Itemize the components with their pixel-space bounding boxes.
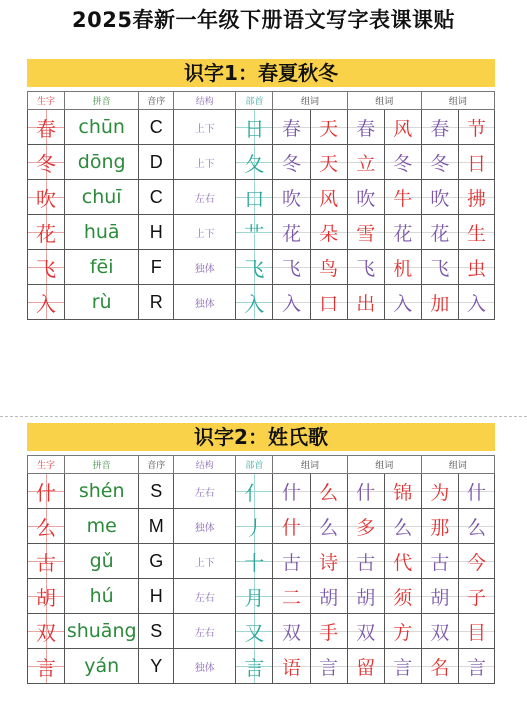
hanzi-table [27,91,495,320]
word-character: 留 [347,649,384,684]
word-character: 春 [273,110,310,145]
yinxu-cell: C [139,180,174,215]
pinyin-cell: hú [65,579,139,614]
word-character: 天 [310,145,347,180]
structure-cell: 独体 [174,250,236,285]
yinxu-cell: H [139,579,174,614]
word-character: 言 [310,649,347,684]
word-character: 虫 [458,250,494,285]
word-character: 口 [310,285,347,320]
section-title: 识字2：姓氏歌 [27,423,495,451]
word-character: 风 [310,180,347,215]
word-character: 为 [421,474,458,509]
word-character: 花 [384,215,421,250]
word-character: 么 [310,509,347,544]
header-pinyin: 拼音 [65,92,139,110]
header-zuci-1: 组词 [273,456,347,474]
word-character: 牛 [384,180,421,215]
structure-cell: 上下 [174,215,236,250]
radical-cell: 十 [236,544,273,579]
word-character: 飞 [421,250,458,285]
word-character: 加 [421,285,458,320]
table-row [28,250,495,285]
table-row [28,509,495,544]
header-yinxu: 音序 [139,92,174,110]
header-zuci-2: 组词 [347,92,421,110]
pinyin-cell: gǔ [65,544,139,579]
new-character: 春 [28,110,65,145]
table-header-row [28,92,495,110]
yinxu-cell: H [139,215,174,250]
section-divider [0,416,527,417]
lesson-section-1 [27,59,495,320]
radical-cell: 亻 [236,474,273,509]
word-character: 目 [458,614,494,649]
word-character: 么 [458,509,494,544]
word-character: 古 [421,544,458,579]
pinyin-cell: huā [65,215,139,250]
word-character: 朵 [310,215,347,250]
radical-cell: 丿 [236,509,273,544]
hanzi-table [27,455,495,684]
word-character: 锦 [384,474,421,509]
structure-cell: 左右 [174,614,236,649]
yinxu-cell: C [139,110,174,145]
pinyin-cell: dōng [65,145,139,180]
yinxu-cell: G [139,544,174,579]
new-character: 花 [28,215,65,250]
header-jiegou: 结构 [174,92,236,110]
yinxu-cell: F [139,250,174,285]
table-row [28,614,495,649]
header-pinyin: 拼音 [65,456,139,474]
yinxu-cell: S [139,474,174,509]
radical-cell: 夂 [236,145,273,180]
word-character: 拂 [458,180,494,215]
radical-cell: 入 [236,285,273,320]
word-character: 言 [458,649,494,684]
pinyin-cell: me [65,509,139,544]
radical-cell: 月 [236,579,273,614]
word-character: 二 [273,579,310,614]
table-row [28,180,495,215]
section-title: 识字1：春夏秋冬 [27,59,495,87]
radical-cell: 日 [236,110,273,145]
word-character: 胡 [310,579,347,614]
structure-cell: 上下 [174,544,236,579]
new-character: 什 [28,474,65,509]
new-character: 古 [28,544,65,579]
word-character: 双 [421,614,458,649]
word-character: 双 [273,614,310,649]
radical-cell: 飞 [236,250,273,285]
word-character: 手 [310,614,347,649]
radical-cell: 艹 [236,215,273,250]
header-bushou: 部首 [236,456,273,474]
table-row [28,145,495,180]
word-character: 入 [458,285,494,320]
yinxu-cell: D [139,145,174,180]
new-character: 冬 [28,145,65,180]
word-character: 冬 [384,145,421,180]
word-character: 节 [458,110,494,145]
word-character: 双 [347,614,384,649]
word-character: 花 [273,215,310,250]
word-character: 言 [384,649,421,684]
header-bushou: 部首 [236,92,273,110]
yinxu-cell: Y [139,649,174,684]
header-shengzi: 生字 [28,456,65,474]
word-character: 那 [421,509,458,544]
yinxu-cell: R [139,285,174,320]
new-character: 言 [28,649,65,684]
structure-cell: 左右 [174,579,236,614]
word-character: 子 [458,579,494,614]
word-character: 今 [458,544,494,579]
word-character: 春 [347,110,384,145]
word-character: 什 [458,474,494,509]
word-character: 入 [384,285,421,320]
word-character: 出 [347,285,384,320]
word-character: 胡 [421,579,458,614]
new-character: 么 [28,509,65,544]
word-character: 胡 [347,579,384,614]
radical-cell: 口 [236,180,273,215]
pinyin-cell: fēi [65,250,139,285]
word-character: 古 [347,544,384,579]
table-row [28,285,495,320]
word-character: 风 [384,110,421,145]
new-character: 入 [28,285,65,320]
word-character: 多 [347,509,384,544]
header-zuci-1: 组词 [273,92,347,110]
new-character: 吹 [28,180,65,215]
word-character: 冬 [421,145,458,180]
header-yinxu: 音序 [139,456,174,474]
header-shengzi: 生字 [28,92,65,110]
word-character: 名 [421,649,458,684]
table-row [28,544,495,579]
pinyin-cell: yán [65,649,139,684]
word-character: 冬 [273,145,310,180]
word-character: 语 [273,649,310,684]
word-character: 吹 [421,180,458,215]
word-character: 鸟 [310,250,347,285]
word-character: 飞 [347,250,384,285]
word-character: 方 [384,614,421,649]
table-row [28,110,495,145]
lesson-section-2 [27,423,495,684]
table-header-row [28,456,495,474]
table-row [28,579,495,614]
word-character: 什 [273,474,310,509]
word-character: 日 [458,145,494,180]
word-character: 么 [384,509,421,544]
word-character: 花 [421,215,458,250]
structure-cell: 左右 [174,474,236,509]
header-zuci-3: 组词 [421,456,494,474]
structure-cell: 独体 [174,509,236,544]
word-character: 吹 [347,180,384,215]
document-title: 2025春新一年级下册语文写字表课课贴 [72,8,455,32]
word-character: 雪 [347,215,384,250]
word-character: 吹 [273,180,310,215]
word-character: 古 [273,544,310,579]
structure-cell: 上下 [174,145,236,180]
word-character: 飞 [273,250,310,285]
header-jiegou: 结构 [174,456,236,474]
structure-cell: 上下 [174,110,236,145]
word-character: 生 [458,215,494,250]
yinxu-cell: S [139,614,174,649]
word-character: 入 [273,285,310,320]
pinyin-cell: chūn [65,110,139,145]
word-character: 什 [347,474,384,509]
radical-cell: 又 [236,614,273,649]
word-character: 须 [384,579,421,614]
structure-cell: 独体 [174,649,236,684]
word-character: 诗 [310,544,347,579]
word-character: 机 [384,250,421,285]
word-character: 天 [310,110,347,145]
table-row [28,649,495,684]
structure-cell: 独体 [174,285,236,320]
word-character: 什 [273,509,310,544]
word-character: 代 [384,544,421,579]
yinxu-cell: M [139,509,174,544]
word-character: 么 [310,474,347,509]
table-row [28,474,495,509]
pinyin-cell: shuāng [65,614,139,649]
new-character: 胡 [28,579,65,614]
structure-cell: 左右 [174,180,236,215]
pinyin-cell: shén [65,474,139,509]
header-zuci-3: 组词 [421,92,494,110]
table-row [28,215,495,250]
new-character: 飞 [28,250,65,285]
pinyin-cell: rù [65,285,139,320]
word-character: 立 [347,145,384,180]
new-character: 双 [28,614,65,649]
word-character: 春 [421,110,458,145]
header-zuci-2: 组词 [347,456,421,474]
pinyin-cell: chuī [65,180,139,215]
radical-cell: 言 [236,649,273,684]
